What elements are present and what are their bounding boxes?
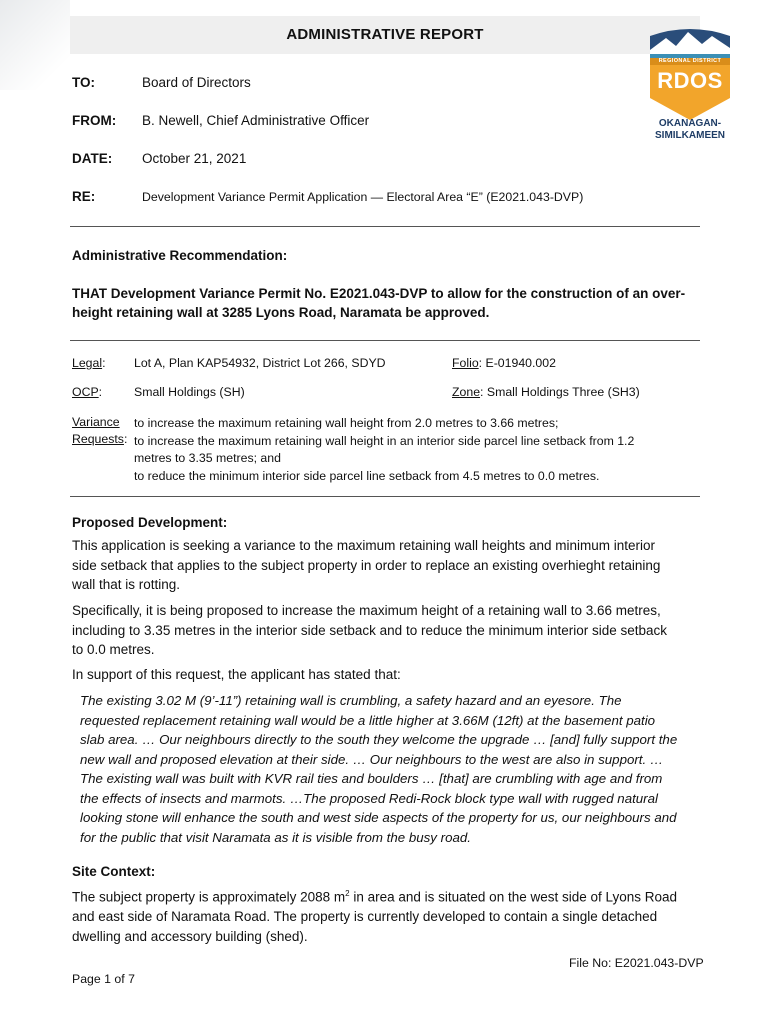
request-item: to increase the maximum retaining wall height in an interior side parcel line setback from 1.2 [134, 433, 635, 448]
text-line: This application is seeking a variance to the maximum retaining wall heights and minimum interior [72, 538, 656, 553]
property-divider [70, 496, 700, 497]
folio: Folio: E-01940.002 [452, 356, 556, 370]
legal-value: Lot A, Plan KAP54932, District Lot 266, SDYD [134, 356, 386, 370]
logo-line2: SIMILKAMEEN [655, 130, 725, 141]
quote-line: new wall and proposed elevation at their side. … Our neighbours to the west are also in support. … [80, 751, 664, 767]
quote-line: the effects of insects and marmots. …The proposed Redi-Rock block type wall with rugged natural [80, 790, 658, 806]
request-item: to increase the maximum retaining wall height from 2.0 metres to 3.66 metres; [134, 416, 559, 430]
site-context-heading: Site Context: [72, 864, 156, 879]
text-line: side setback that applies to the subject property in order to replace an existing overhieght retaining [72, 557, 661, 573]
re-label: RE: [72, 189, 96, 204]
re-value: Development Variance Permit Application — Electoral Area “E” (E2021.043-DVP) [142, 190, 584, 204]
recommendation-line-1: THAT Development Variance Permit No. E2021.043-DVP to allow for the construction of an over- [72, 286, 686, 301]
from-value: B. Newell, Chief Administrative Officer [142, 113, 370, 128]
page-shadow [0, 0, 70, 90]
page-number: Page 1 of 7 [72, 972, 135, 986]
requests-label: Requests: [72, 432, 128, 446]
proposed-paragraph-2 [72, 601, 667, 660]
quote-line: looking stone will enhance the south and west side aspects of the property for us, our neighbours and [80, 810, 677, 825]
variance-requests [134, 415, 634, 485]
quote-line: requested replacement retaining wall would be a little higher at 3.66M (12ft) at the basement patio [80, 712, 656, 728]
logo-line1: OKANAGAN- [658, 118, 722, 129]
date-label: DATE: [72, 151, 113, 166]
to-value: Board of Directors [142, 75, 251, 90]
proposed-paragraph-1 [72, 536, 660, 595]
legal-label: Legal: [72, 356, 106, 370]
quote-line: for the public that visit Naramata as it is visible from the busy road. [80, 829, 471, 845]
quote-line: slab area. … Our neighbours directly to the south they welcome the upgrade … [and] fully support the [80, 732, 678, 747]
text-line: and east side of Naramata Road. The property is currently developed to contain a single detached [72, 909, 658, 924]
rdos-logo [648, 24, 732, 144]
request-item: to reduce the minimum interior side parcel line setback from 4.5 metres to 0.0 metres. [134, 468, 600, 483]
from-label: FROM: [72, 113, 117, 128]
report-title: ADMINISTRATIVE REPORT [70, 16, 700, 54]
to-label: TO: [72, 75, 95, 90]
text-line: including to 3.35 metres in the interior side setback and to reduce the minimum interior side setback [72, 622, 668, 638]
zone: Zone: Small Holdings Three (SH3) [452, 385, 640, 399]
variance-label: Variance [72, 415, 120, 429]
quote-line: The existing wall was built with KVR rail ties and boulders … [that] are crumbling with age and from [80, 771, 663, 786]
logo-abbrev: RDOS [657, 68, 723, 93]
file-number: File No: E2021.043-DVP [569, 956, 704, 970]
site-context-paragraph [72, 884, 677, 946]
logo-band-text: REGIONAL DISTRICT [658, 58, 722, 64]
text-line: wall that is rotting. [72, 577, 181, 592]
applicant-quote [80, 691, 677, 847]
header-divider [70, 226, 700, 227]
recommendation-line-2: height retaining wall at 3285 Lyons Road, Naramata be approved. [72, 305, 490, 320]
date-value: October 21, 2021 [142, 151, 247, 166]
ocp-label: OCP: [72, 385, 103, 399]
recommendation-divider [70, 340, 700, 341]
ocp-value: Small Holdings (SH) [134, 385, 245, 399]
proposed-paragraph-3: In support of this request, the applicant has stated that: [72, 667, 401, 682]
recommendation-heading: Administrative Recommendation: [72, 248, 288, 263]
text-line: to 0.0 metres. [72, 642, 155, 657]
text-line: The subject property is approximately 2088 $m^2$ in area and is situated on the west side of Lyons Road [72, 889, 678, 905]
text-line: dwelling and accessory building (shed). [72, 928, 308, 944]
proposed-heading: Proposed Development: [72, 515, 228, 530]
text-line: Specifically, it is being proposed to increase the maximum height of a retaining wall to 3.66 metres, [72, 603, 661, 618]
request-item: metres to 3.35 metres; and [134, 451, 281, 465]
quote-line: The existing 3.02 M (9’-11”) retaining wall is crumbling, a safety hazard and an eyesore. The [80, 693, 622, 708]
